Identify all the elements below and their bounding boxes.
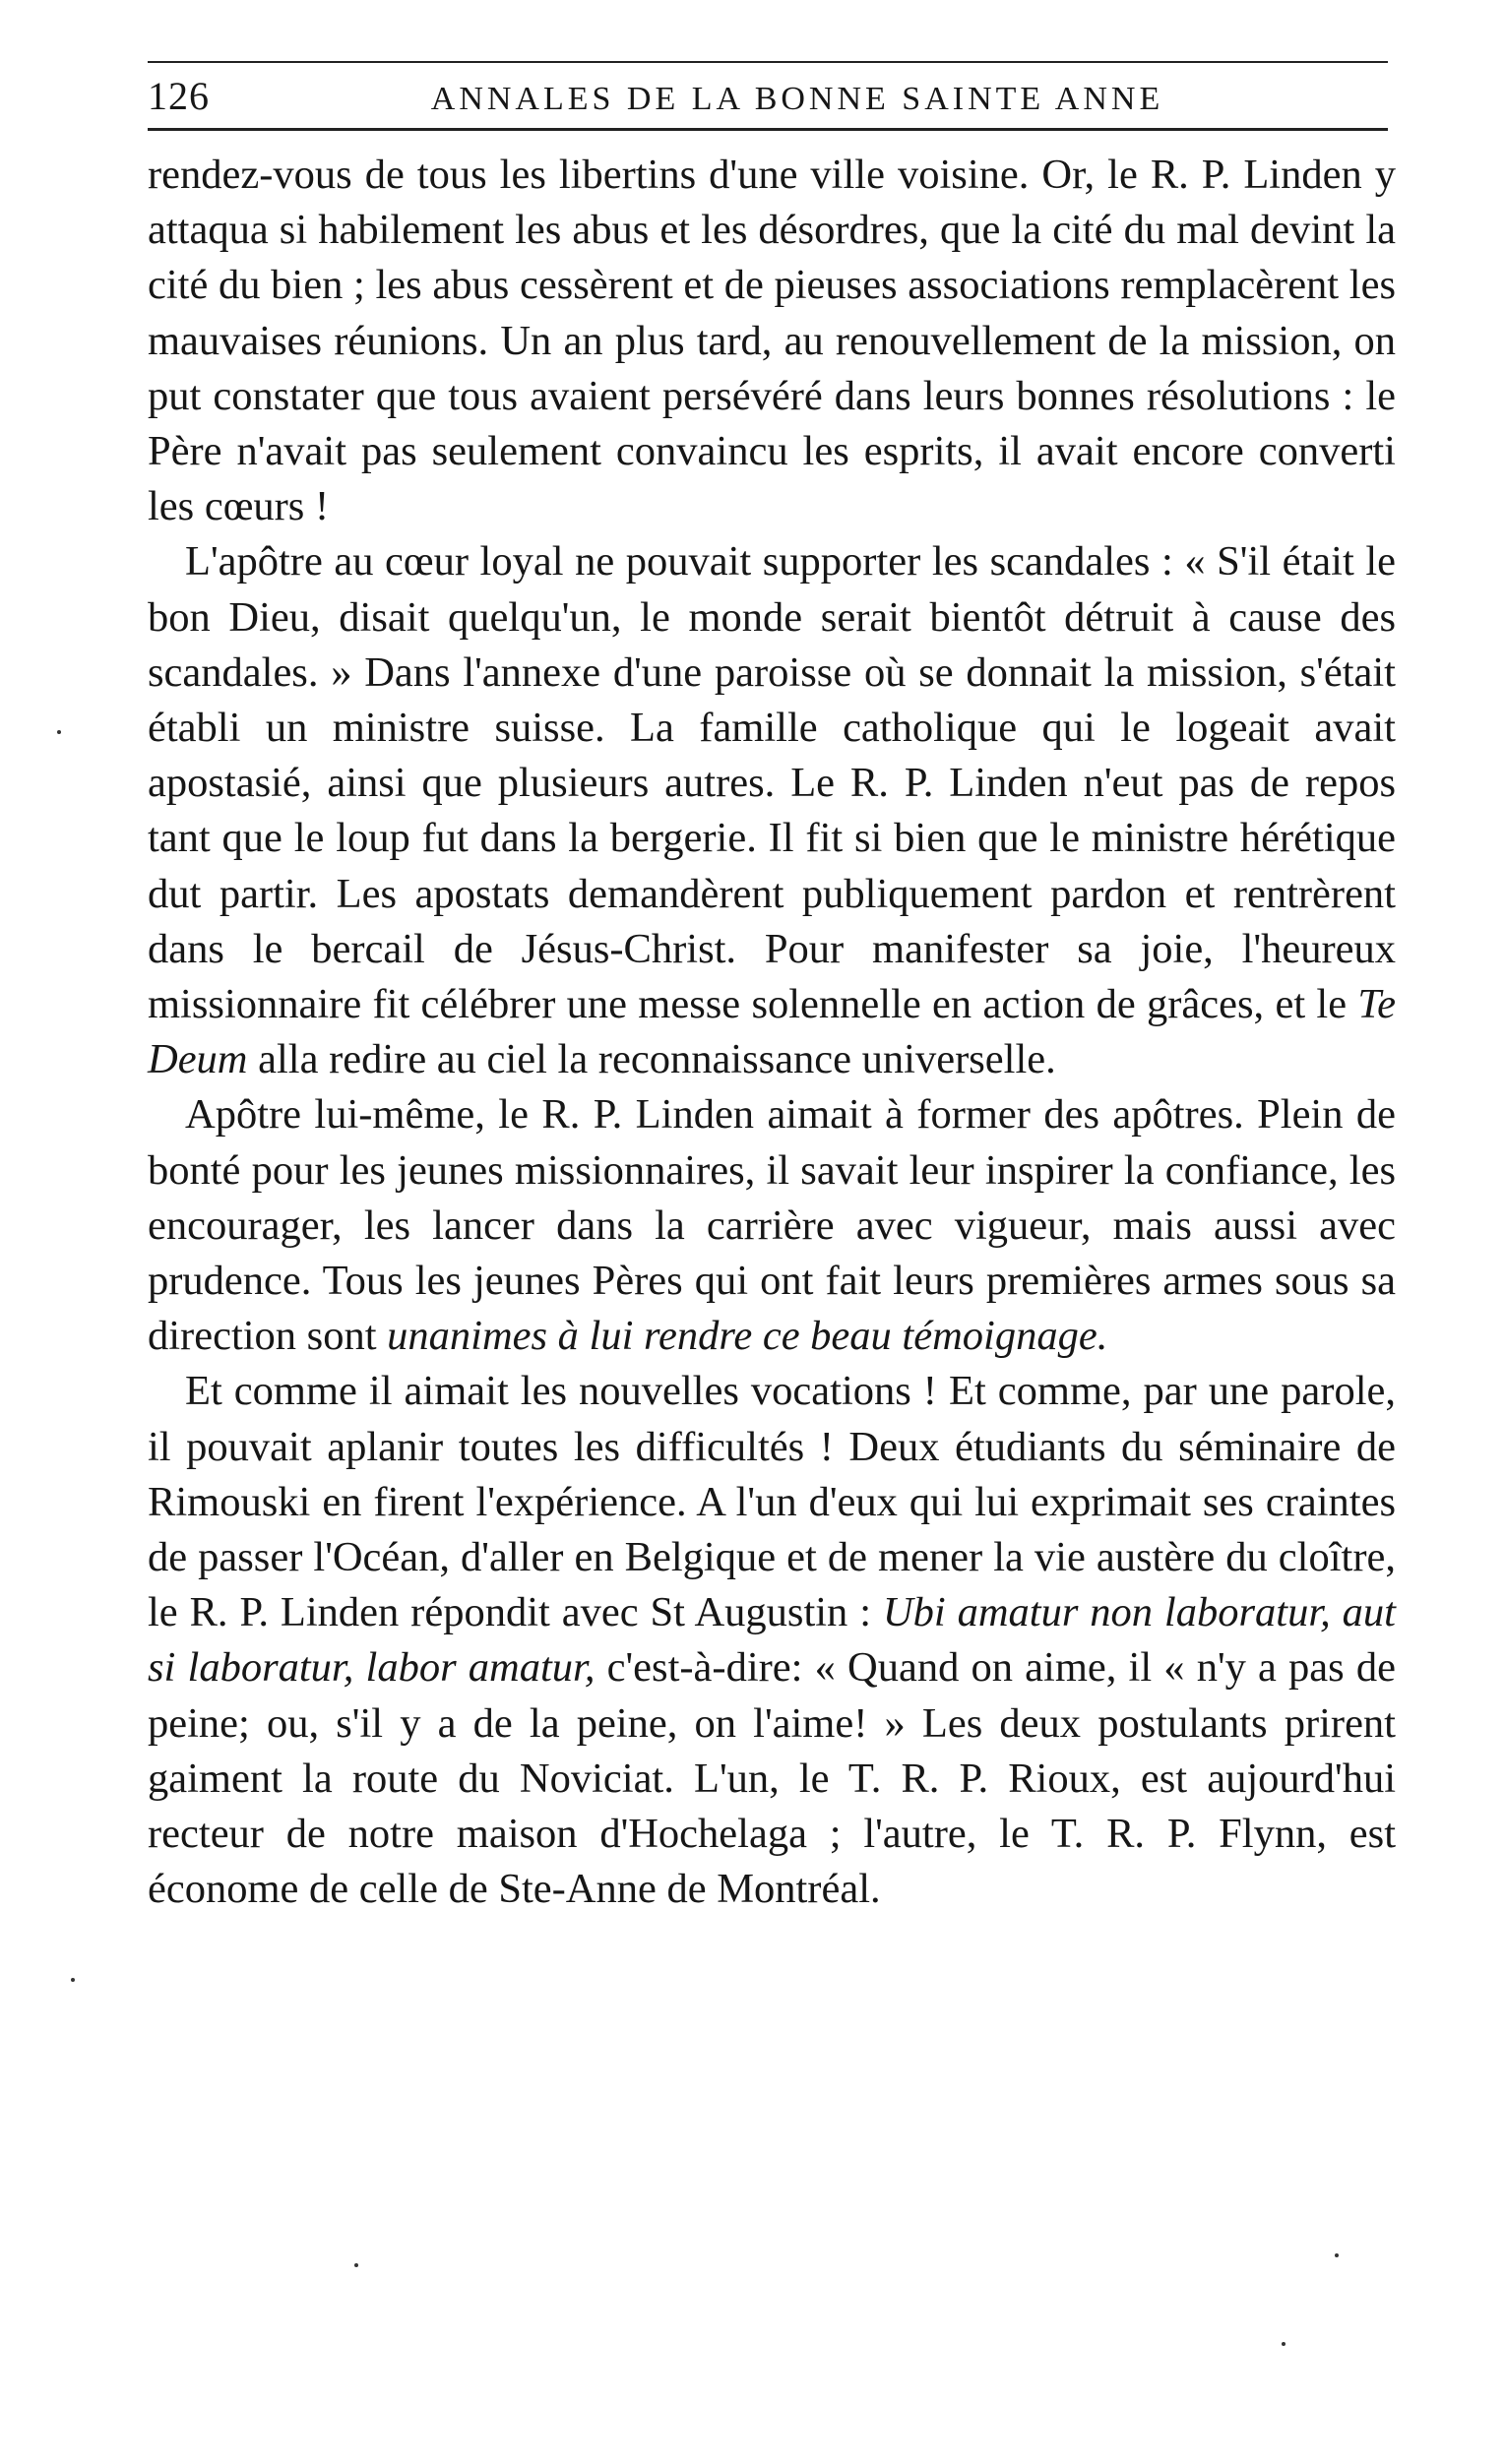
- paragraph-3-text-a: Apôtre lui-même, le R. P. Linden aimait à former des apôtres. Plein de bonté pour les jeunes missionnaires, il savait leur inspirer la confiance, les encourager, les lancer dans la carrière avec vigueur, mais aussi avec prudence. Tous les jeunes Pères qui ont fait leurs premières armes sous sa direction sont: [148, 1091, 1396, 1360]
- paragraph-3-italic: unanimes à lui rendre ce beau témoignage.: [387, 1313, 1108, 1360]
- te-deum-italic: Te Deum: [148, 981, 1396, 1083]
- paragraph-2: [148, 534, 1396, 1087]
- running-header: [148, 69, 1388, 124]
- running-title: ANNALES DE LA BONNE SAINTE ANNE: [430, 81, 1164, 117]
- header-top-rule: [148, 61, 1388, 63]
- print-speck: [71, 1978, 75, 1982]
- paragraph-1-text: rendez-vous de tous les libertins d'une ville voisine. Or, le R. P. Linden y attaqua si habilement les abus et les désordres, que la cité du mal devint la cité du bien ; les abus cessèrent et de pieuses associations remplacèrent les mauvaises réunions. Un an plus tard, au renouvellement de la mission, on put constater que tous avaient persévéré dans leurs bonnes résolutions : le Père n'avait pas seulement convaincu les esprits, il avait encore converti les cœurs !: [148, 152, 1396, 530]
- header-bottom-rule: [148, 128, 1388, 131]
- page-number: 126: [148, 74, 210, 118]
- print-speck: [1282, 2342, 1286, 2346]
- paragraph-4: [148, 1364, 1396, 1917]
- paragraph-3: [148, 1087, 1396, 1364]
- paragraph-1: [148, 148, 1396, 534]
- paragraph-4-text-a: Et comme il aimait les nouvelles vocations ! Et comme, par une parole, il pouvait aplanir toutes les difficultés ! Deux étudiants du séminaire de Rimouski en firent l'expérience. A l'un d'eux qui lui exprimait ses craintes de passer l'Océan, d'aller en Belgique et de mener la vie austère du cloître, le R. P. Linden répondit avec St Augustin :: [148, 1368, 1396, 1636]
- paragraph-2-text-b: alla redire au ciel la reconnaissance universelle.: [247, 1036, 1056, 1083]
- latin-quote-italic: Ubi amatur non laboratur, aut si laboratur, labor amatur,: [148, 1589, 1396, 1692]
- print-speck: [354, 2263, 358, 2267]
- paragraph-4-text-b: c'est-à-dire: « Quand on aime, il « n'y a pas de peine; ou, s'il y a de la peine, on l'aime! » Les deux postulants prirent gaiment la route du Noviciat. L'un, le T. R. P. Rioux, est aujourd'hui recteur de notre maison d'Hochelaga ; l'autre, le T. R. P. Flynn, est économe de celle de Ste-Anne de Montréal.: [148, 1644, 1396, 1913]
- print-speck: [57, 730, 61, 734]
- body-text: [148, 148, 1396, 1918]
- print-speck: [1335, 2253, 1339, 2257]
- paragraph-2-text-a: L'apôtre au cœur loyal ne pouvait supporter les scandales : « S'il était le bon Dieu, disait quelqu'un, le monde serait bientôt détruit à cause des scandales. » Dans l'annexe d'une paroisse où se donnait la mission, s'était établi un ministre suisse. La famille catholique qui le logeait avait apostasié, ainsi que plusieurs autres. Le R. P. Linden n'eut pas de repos tant que le loup fut dans la bergerie. Il fit si bien que le ministre hérétique dut partir. Les apostats demandèrent publiquement pardon et rentrèrent dans le bercail de Jésus-Christ. Pour manifester sa joie, l'heureux missionnaire fit célébrer une messe solennelle en action de grâces, et le: [148, 538, 1396, 1028]
